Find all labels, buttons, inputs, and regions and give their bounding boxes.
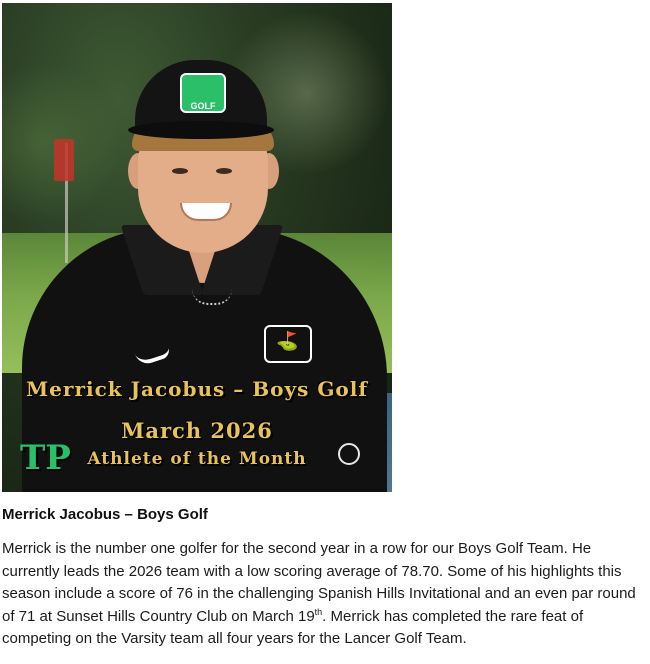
article-body-part2: . Merrick has completed the rare feat of competing on the Varsity team all four years for the Lancer Golf Team. — [2, 607, 584, 648]
golf-flag-icon — [54, 139, 74, 181]
article-body — [2, 538, 642, 651]
cap-brim — [128, 121, 274, 139]
athlete-eye — [216, 168, 232, 174]
article-body-part1: Merrick is the number one golfer for the second year in a row for our Boys Golf Team. He currently leads the 2026 team with a low scoring average of 78.70. Some of his highlights this season include a score of 76 in the challenging Spanish Hills Invitational and an even par round of 71 at Sunset Hills Country Club on March 19 — [2, 540, 636, 625]
shirt-logo-icon — [264, 325, 312, 363]
athlete-eye — [172, 168, 188, 174]
cap-logo-icon: GOLF — [180, 73, 226, 113]
school-logo-icon: TP — [20, 438, 71, 478]
overlay-athlete-name: Merrick Jacobus – Boys Golf — [26, 377, 368, 401]
overlay-month: March 2026 — [121, 418, 273, 443]
date-ordinal-suffix: th — [314, 606, 323, 617]
overlay-award-title: Athlete of the Month — [87, 449, 307, 469]
athlete-photo — [2, 3, 392, 492]
sponsor-logo-icon — [338, 443, 360, 465]
article-headline: Merrick Jacobus – Boys Golf — [2, 506, 208, 523]
